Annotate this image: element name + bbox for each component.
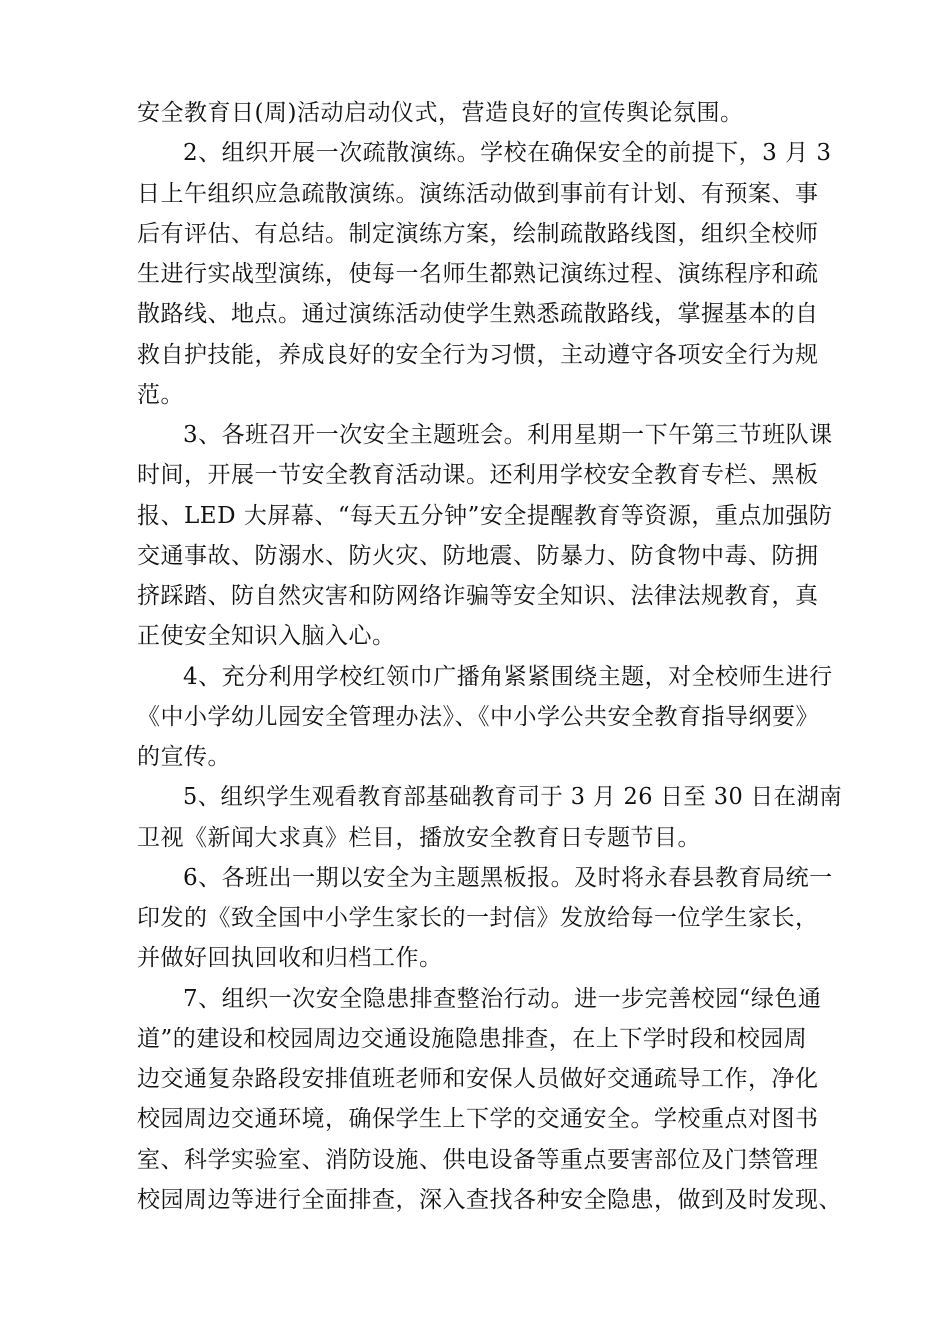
text-line: 校园周边交通环境，确保学生上下学的交通安全。学校重点对图书 (137, 1106, 819, 1132)
text-line: 7、组织一次安全隐患排查整治行动。进一步完善校园“绿色通 (183, 986, 822, 1012)
text-line: 5、组织学生观看教育部基础教育司于 3 月 26 日至 30 日在湖南 (183, 784, 843, 810)
text-line: 3、各班召开一次安全主题班会。利用星期一下午第三节班队课 (183, 422, 833, 448)
text-line: 散路线、地点。通过演练活动使学生熟悉疏散路线，掌握基本的自 (137, 301, 819, 327)
text-line: 《中小学幼儿园安全管理办法》、《中小学公共安全教育指导纲要》 (137, 704, 819, 730)
text-line: 2、组织开展一次疏散演练。学校在确保安全的前提下，3 月 3 (183, 140, 832, 166)
text-line: 日上午组织应急疏散演练。演练活动做到事前有计划、有预案、事 (137, 181, 819, 207)
text-line: 道”的建设和校园周边交通设施隐患排查，在上下学时段和校园周 (137, 1026, 808, 1052)
text-line: 生进行实战型演练，使每一名师生都熟记演练过程、演练程序和疏 (137, 261, 819, 287)
text-line: 的宣传。 (137, 744, 231, 770)
text-line: 印发的《致全国中小学生家长的一封信》发放给每一位学生家长， (137, 905, 819, 931)
text-line: 范。 (137, 382, 184, 408)
text-line: 正使安全知识入脑入心。 (137, 623, 396, 649)
text-line: 并做好回执回收和归档工作。 (137, 945, 443, 971)
text-line: 校园周边等进行全面排查，深入查找各种安全隐患，做到及时发现、 (137, 1187, 842, 1213)
text-line: 交通事故、防溺水、防火灾、防地震、防暴力、防食物中毒、防拥 (137, 543, 819, 569)
text-line: 安全教育日(周)活动启动仪式，营造良好的宣传舆论氛围。 (137, 100, 744, 126)
text-line: 边交通复杂路段安排值班老师和安保人员做好交通疏导工作，净化 (137, 1066, 819, 1092)
text-line: 4、充分利用学校红领巾广播角紧紧围绕主题，对全校师生进行 (183, 664, 833, 690)
text-line: 挤踩踏、防自然灾害和防网络诈骗等安全知识、法律法规教育，真 (137, 583, 819, 609)
text-line: 卫视《新闻大求真》栏目，播放安全教育日专题节目。 (137, 825, 701, 851)
text-line: 报、LED 大屏幕、“每天五分钟”安全提醒教育等资源，重点加强防 (137, 503, 833, 529)
text-line: 时间，开展一节安全教育活动课。还利用学校安全教育专栏、黑板 (137, 462, 819, 488)
text-line: 室、科学实验室、消防设施、供电设备等重点要害部位及门禁管理 (137, 1147, 819, 1173)
text-line: 后有评估、有总结。制定演练方案，绘制疏散路线图，组织全校师 (137, 221, 819, 247)
text-line: 6、各班出一期以安全为主题黑板报。及时将永春县教育局统一 (183, 865, 833, 891)
text-line: 救自护技能，养成良好的安全行为习惯，主动遵守各项安全行为规 (137, 342, 819, 368)
